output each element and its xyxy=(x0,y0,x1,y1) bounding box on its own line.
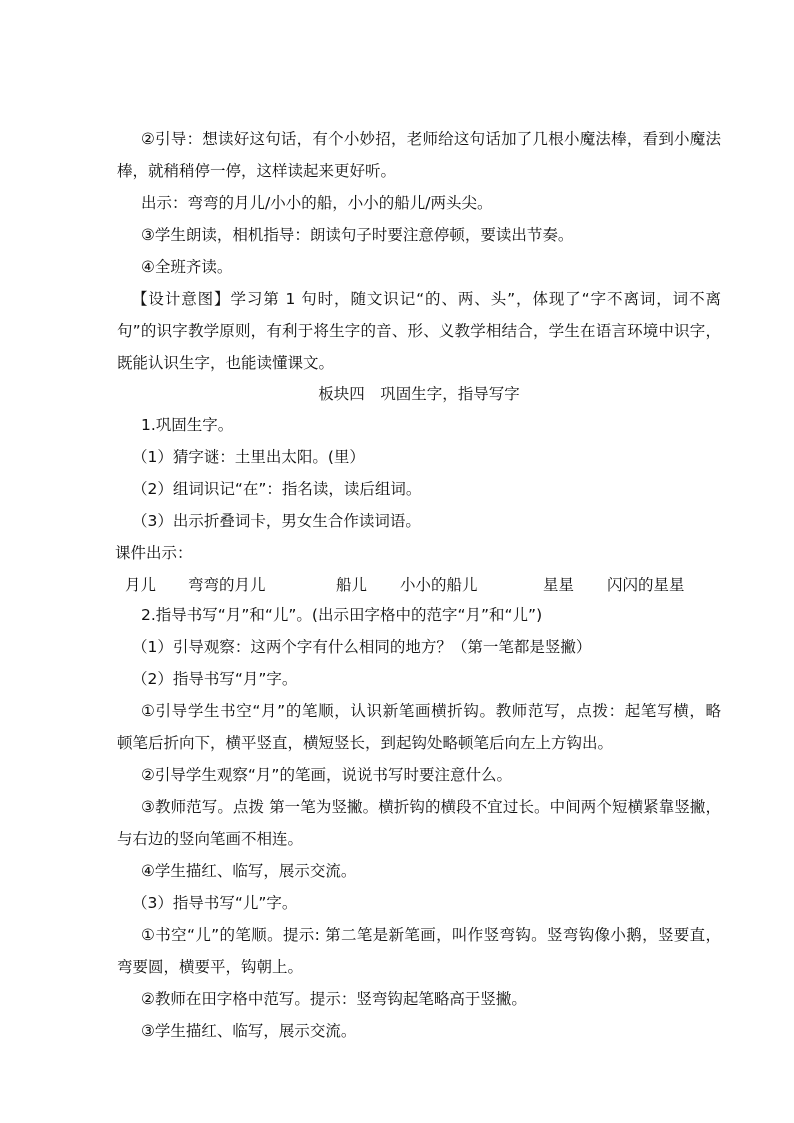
word-item: 闪闪的星星 xyxy=(607,576,685,594)
word-item: 弯弯的月儿 xyxy=(188,576,266,594)
guide-paragraph-line-1: ②引导：想读好这句话，有个小妙招，老师给这句话加了几根小魔法棒，看到小魔法 xyxy=(141,130,721,148)
consolidate-characters-heading: 1.巩固生字。 xyxy=(141,416,234,434)
word-item: 船儿 xyxy=(336,576,368,594)
write-yue-heading: （2）指导书写“月”字。 xyxy=(132,670,298,688)
yue-step-3-line-1: ③教师范写。点拨 第一笔为竖撇。横折钩的横段不宜过长。中间两个短横紧靠竖撇， xyxy=(141,798,721,816)
er-step-3: ③学生描红、临写，展示交流。 xyxy=(141,1022,357,1040)
yue-step-4: ④学生描红、临写，展示交流。 xyxy=(141,862,357,880)
word-item: 月儿 xyxy=(125,576,157,594)
yue-step-3-line-2: 与右边的竖向笔画不相连。 xyxy=(117,830,304,848)
design-intent-line-2: 句”的识字教学原则，有利于将生字的音、形、义教学相结合，学生在语言环境中识字， xyxy=(117,322,721,340)
word-group-step: （2）组词识记“在”：指名读，读后组词。 xyxy=(132,480,422,498)
guide-paragraph-line-2: 棒，就稍稍停一停，这样读起来更好听。 xyxy=(117,162,397,180)
word-card-step: （3）出示折叠词卡，男女生合作读词语。 xyxy=(132,512,421,530)
writing-guide-heading: 2.指导书写“月”和“儿”。(出示田字格中的范字“月”和“儿”) xyxy=(141,606,543,624)
write-er-heading: （3）指导书写“儿”字。 xyxy=(132,894,298,912)
word-item: 小小的船儿 xyxy=(400,576,478,594)
er-step-1-line-2: 弯要圆，横要平，钩朝上。 xyxy=(117,958,304,976)
er-step-2: ②教师在田字格中范写。提示：竖弯钩起笔略高于竖撇。 xyxy=(141,990,527,1008)
riddle-step: （1）猜字谜：土里出太阳。(里） xyxy=(132,448,365,466)
er-step-1-line-1: ①书空“儿”的笔顺。提示: 第二笔是新笔画，叫作竖弯钩。竖弯钩像小鹅，竖要直， xyxy=(141,926,721,944)
design-intent-line-3: 既能认识生字，也能读懂课文。 xyxy=(117,354,335,372)
yue-step-1-line-2: 顿笔后折向下，横平竖直，横短竖长，到起钩处略顿笔后向左上方钩出。 xyxy=(117,734,614,752)
class-read-step: ④全班齐读。 xyxy=(141,258,233,276)
show-sentence: 出示：弯弯的月儿/小小的船，小小的船儿/两头尖。 xyxy=(141,194,493,212)
yue-step-1-line-1: ①引导学生书空“月”的笔顺，认识新笔画横折钩。教师范写，点拨：起笔写横，略 xyxy=(141,702,721,720)
observe-step: （1）引导观察：这两个字有什么相同的地方？（第一笔都是竖撇） xyxy=(132,638,592,656)
word-item: 星星 xyxy=(543,576,575,594)
yue-step-2: ②引导学生观察“月”的笔画，说说书写时要注意什么。 xyxy=(141,766,512,784)
read-aloud-step: ③学生朗读，相机指导：朗读句子时要注意停顿，要读出节奏。 xyxy=(141,226,574,244)
design-intent-line-1: 【设计意图】学习第 1 句时，随文识记“的、两、头”，体现了“字不离词，词不离 xyxy=(132,290,721,308)
section-four-title: 板块四 巩固生字，指导写字 xyxy=(318,385,520,403)
courseware-label: 课件出示： xyxy=(115,544,193,562)
word-list xyxy=(125,570,721,600)
